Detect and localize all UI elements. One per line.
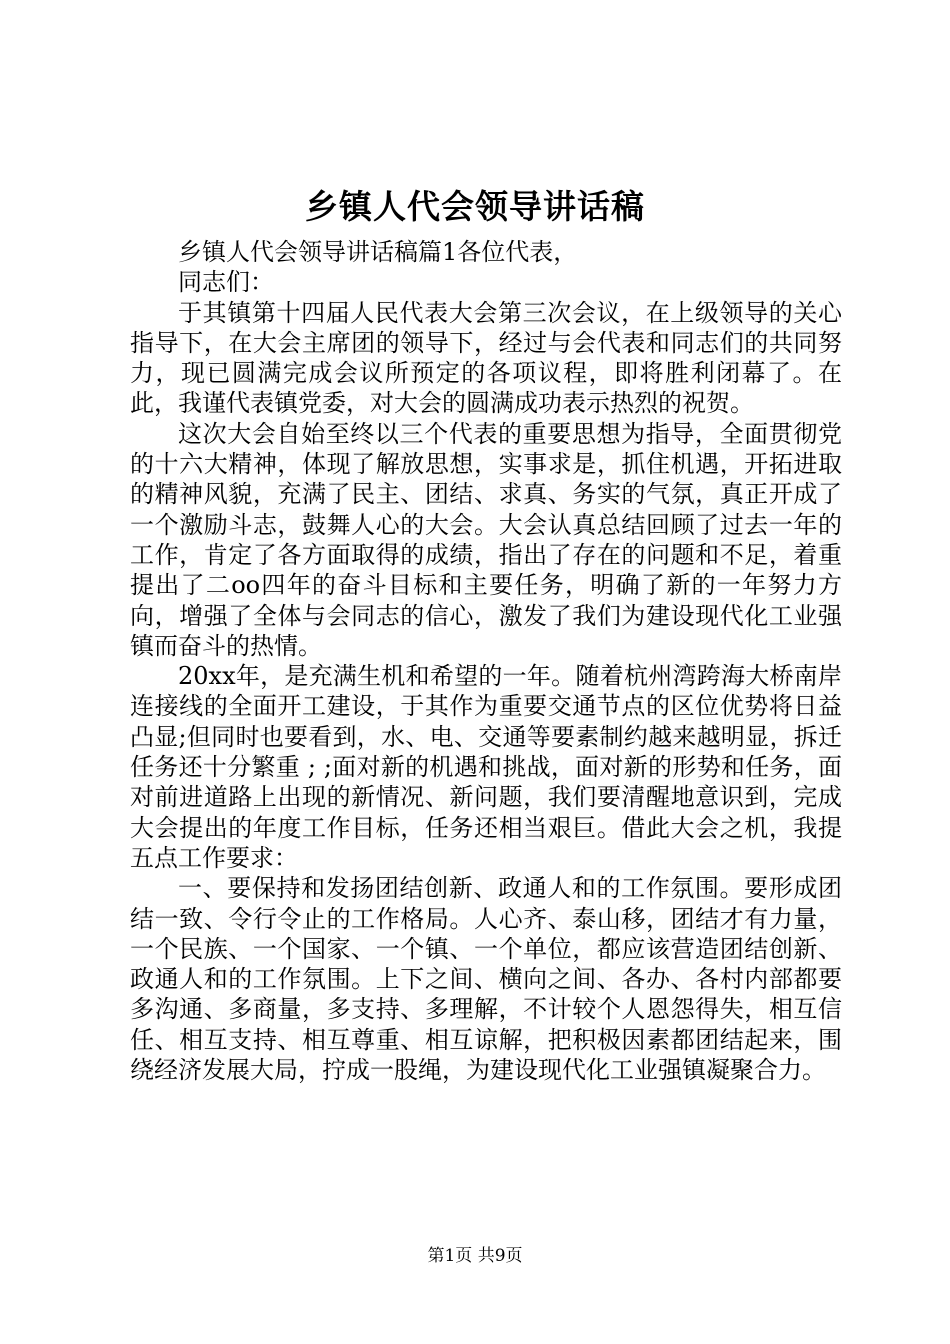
document-title: 乡镇人代会领导讲话稿 (305, 187, 645, 226)
salutation-line: 乡镇人代会领导讲话稿篇1各位代表， (178, 238, 578, 266)
body-paragraph: 这次大会自始至终以三个代表的重要思想为指导，全面贯彻党的十六大精神，体现了解放思想，实事求是，抓住机遇，开拓进取的精神风貌，充满了民主、团结、求真、务实的气氛，真正开成了一个激励斗志，鼓舞人心的大会。大会认真总结回顾了过去一年的工作，肯定了各方面取得的成绩，指出了存在的问题和不足，着重提出了二oo四年的奋斗目标和主要任务，明确了新的一年努力方向，增强了全体与会同志的信心，激发了我们为建设现代化工业强镇而奋斗的热情。 (130, 419, 842, 660)
body-paragraph: 20xx年，是充满生机和希望的一年。随着杭州湾跨海大桥南岸连接线的全面开工建设，于其作为重要交通节点的区位优势将日益凸显;但同时也要看到，水、电、交通等要素制约越来越明显，拆迁任务还十分繁重 ; ;面对新的机遇和挑战，面对新的形势和任务，面对前进道路上出现的新情况、新问题，我们要清醒地意识到，完成大会提出的年度工作目标，任务还相当艰巨。借此大会之机，我提五点工作要求： (130, 662, 842, 872)
body-paragraph: 一、要保持和发扬团结创新、政通人和的工作氛围。要形成团结一致、令行令止的工作格局。人心齐、泰山移，团结才有力量，一个民族、一个国家、一个镇、一个单位，都应该营造团结创新、政通人和的工作氛围。上下之间、横向之间、各办、各村内部都要多沟通、多商量，多支持、多理解，不计较个人恩怨得失，相互信任、相互支持、相互尊重、相互谅解，把积极因素都团结起来，围绕经济发展大局，拧成一股绳，为建设现代化工业强镇凝聚合力。 (130, 874, 842, 1085)
document-body (130, 237, 842, 1085)
page-number-footer: 第1页 共9页 (427, 1246, 523, 1266)
salutation-line: 同志们： (178, 268, 274, 297)
body-paragraph: 于其镇第十四届人民代表大会第三次会议，在上级领导的关心指导下，在大会主席团的领导下，经过与会代表和同志们的共同努力，现已圆满完成会议所预定的各项议程，即将胜利闭幕了。在此，我谨代表镇党委，对大会的圆满成功表示热烈的祝贺。 (130, 298, 842, 418)
